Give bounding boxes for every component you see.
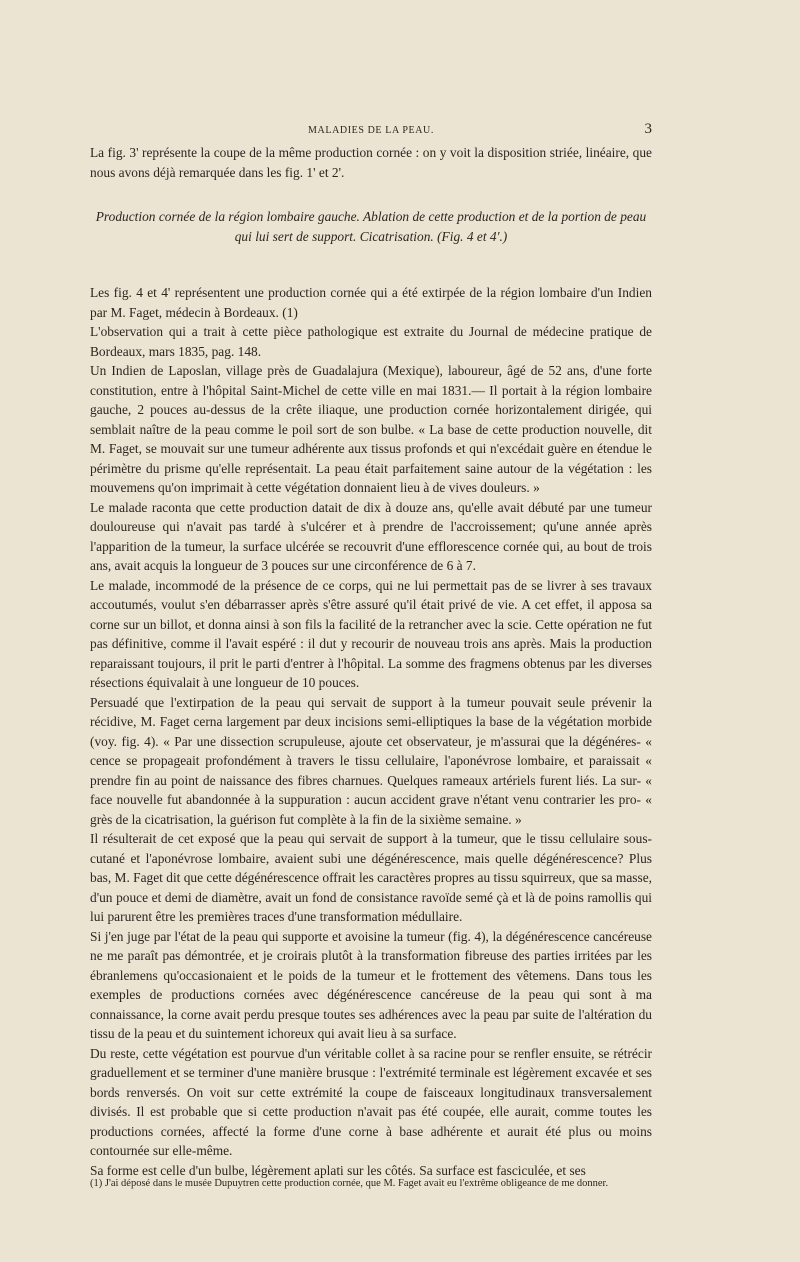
- paragraph: Si j'en juge par l'état de la peau qui supporte et avoisine la tumeur (fig. 4), la dégénérescence cancéreuse ne me paraît pas démontrée, et je croirais plutôt à la transformation fibreuse des parties irritées par les ébranlemens qu'occasionaient et le poids de la tumeur et le frottement des vêtemens. Dans tous les exemples de productions cornées avec dégénérescence cancéreuse de la peau qui sont à ma connaissance, la corne avait perdu presque toutes ses adhérences avec la peau par suite de l'altération du tissu de la peau et du suintement ichoreux qui avait lieu à sa surface.: [90, 928, 652, 1041]
- running-title: MALADIES DE LA PEAU.: [308, 125, 434, 136]
- section-title: Production cornée de la région lombaire gauche. Ablation de cette production et de la portion de peau qui lui sert de support. Cicatrisation. (Fig. 4 et 4'.): [95, 209, 647, 244]
- paragraph: Les fig. 4 et 4' représentent une production cornée qui a été extirpée de la région lombaire d'un Indien par M. Faget, médecin à Bordeaux. (1): [90, 285, 652, 320]
- paragraph: Sa forme est celle d'un bulbe, légèrement aplati sur les côtés. Sa surface est fasciculée, et ses: [90, 1162, 586, 1178]
- paragraph: Persuadé que l'extirpation de la peau qui servait de support à la tumeur pouvait seule prévenir la récidive, M. Faget cerna largement par deux incisions semi-elliptiques la base de la végétation morbide (voy. fig. 4). « Par une dissection scrupuleuse, ajoute cet observateur, je m'assurai que la dégénéres- « cence se propageait profondément à travers le tissu cellulaire, l'aponévrose lombaire, et paraissait « prendre fin au point de naissance des fibres charnues. Quelques rameaux artériels furent liés. La sur- « face nouvelle fut abandonnée à la suppuration : aucun accident grave n'étant venu contrarier les pro- « grès de la cicatrisation, la guérison fut complète à la fin de la sixième semaine. »: [90, 694, 652, 827]
- paragraph: L'observation qui a trait à cette pièce pathologique est extraite du Journal de médecine pratique de Bordeaux, mars 1835, pag. 148.: [90, 324, 652, 359]
- paragraph: Un Indien de Laposlan, village près de Guadalajura (Mexique), laboureur, âgé de 52 ans, d'une forte constitution, entre à l'hôpital Saint-Michel de cette ville en mai 1831.— Il portait à la région lombaire gauche, 2 pouces au-dessus de la crête iliaque, une production cornée horizontalement dirigée, qui semblait naître de la peau comme le poil sort de son bulbe. « La base de cette production nouvelle, dit M. Faget, se mouvait sur une tumeur adhérente aux tissus profonds et qui n'excédait guère en étendue le périmètre du prisme qu'elle représentait. La peau était parfaitement saine autour de la végétation : les mouvemens qu'on imprimait à cette végétation donnaient lieu à de vives douleurs. »: [90, 363, 652, 495]
- paragraph: Du reste, cette végétation est pourvue d'un véritable collet à sa racine pour se renfler ensuite, se rétrécir graduellement et se terminer d'une manière brusque : l'extrémité terminale est légèrement excavée et ses bords renversés. On voit sur cette extrémité la coupe de faisceaux longitudinaux transversalement divisés. Il est probable que si cette production n'avait pas été coupée, elle aurait, comme toutes les productions cornées, affecté la forme d'une corne à base adhérente et aurait été plus ou moins contournée sur elle-même.: [90, 1045, 652, 1158]
- paragraph: Il résulterait de cet exposé que la peau qui servait de support à la tumeur, que le tissu cellulaire sous-cutané et l'aponévrose lombaire, avaient subi une dégénérescence, mais quelle dégénérescence? Plus bas, M. Faget dit que cette dégénérescence offrait les caractères propres au tissu squirreux, que sa masse, d'un pouce et demi de diamètre, avait un fond de consistance ravoïde semé çà et là de poins ramollis qui lui parurent être les premières traces d'une transformation médullaire.: [90, 831, 652, 924]
- paragraph: La fig. 3' représente la coupe de la même production cornée : on y voit la disposition striée, linéaire, que nous avons déjà remarquée dans les fig. 1' et 2'.: [90, 145, 652, 180]
- body-text: [90, 143, 652, 1180]
- page-number: 3: [644, 121, 652, 137]
- paragraph: Le malade, incommodé de la présence de ce corps, qui ne lui permettait pas de se livrer à ses travaux accoutumés, voulut s'en débarrasser après s'être assuré qu'il était privé de vie. A cet effet, il apposa sa corne sur un billot, et donna ainsi à son fils la facilité de la retrancher avec la scie. Cette opération ne fut pas définitive, comme il l'avait espéré : il dut y recourir de nouveau trois ans après. Mais la production reparaissant toujours, il prit le parti d'entrer à l'hôpital. La somme des fragmens obtenus par les diverses résections équivalait à une longueur de 10 pouces.: [90, 577, 652, 690]
- footnote: (1) J'ai déposé dans le musée Dupuytren cette production cornée, que M. Faget avait eu l'extrême obligeance de me donner.: [90, 1178, 609, 1189]
- paragraph: Le malade raconta que cette production datait de dix à douze ans, qu'elle avait débuté par une tumeur douloureuse qui n'avait pas tardé à s'ulcérer et à prendre de l'accroissement; qu'une année après l'apparition de la tumeur, la surface ulcérée se recouvrit d'une efflorescence cornée qui, au bout de trois ans, avait acquis la longueur de 3 pouces sur une circonférence de 6 à 7.: [90, 499, 652, 573]
